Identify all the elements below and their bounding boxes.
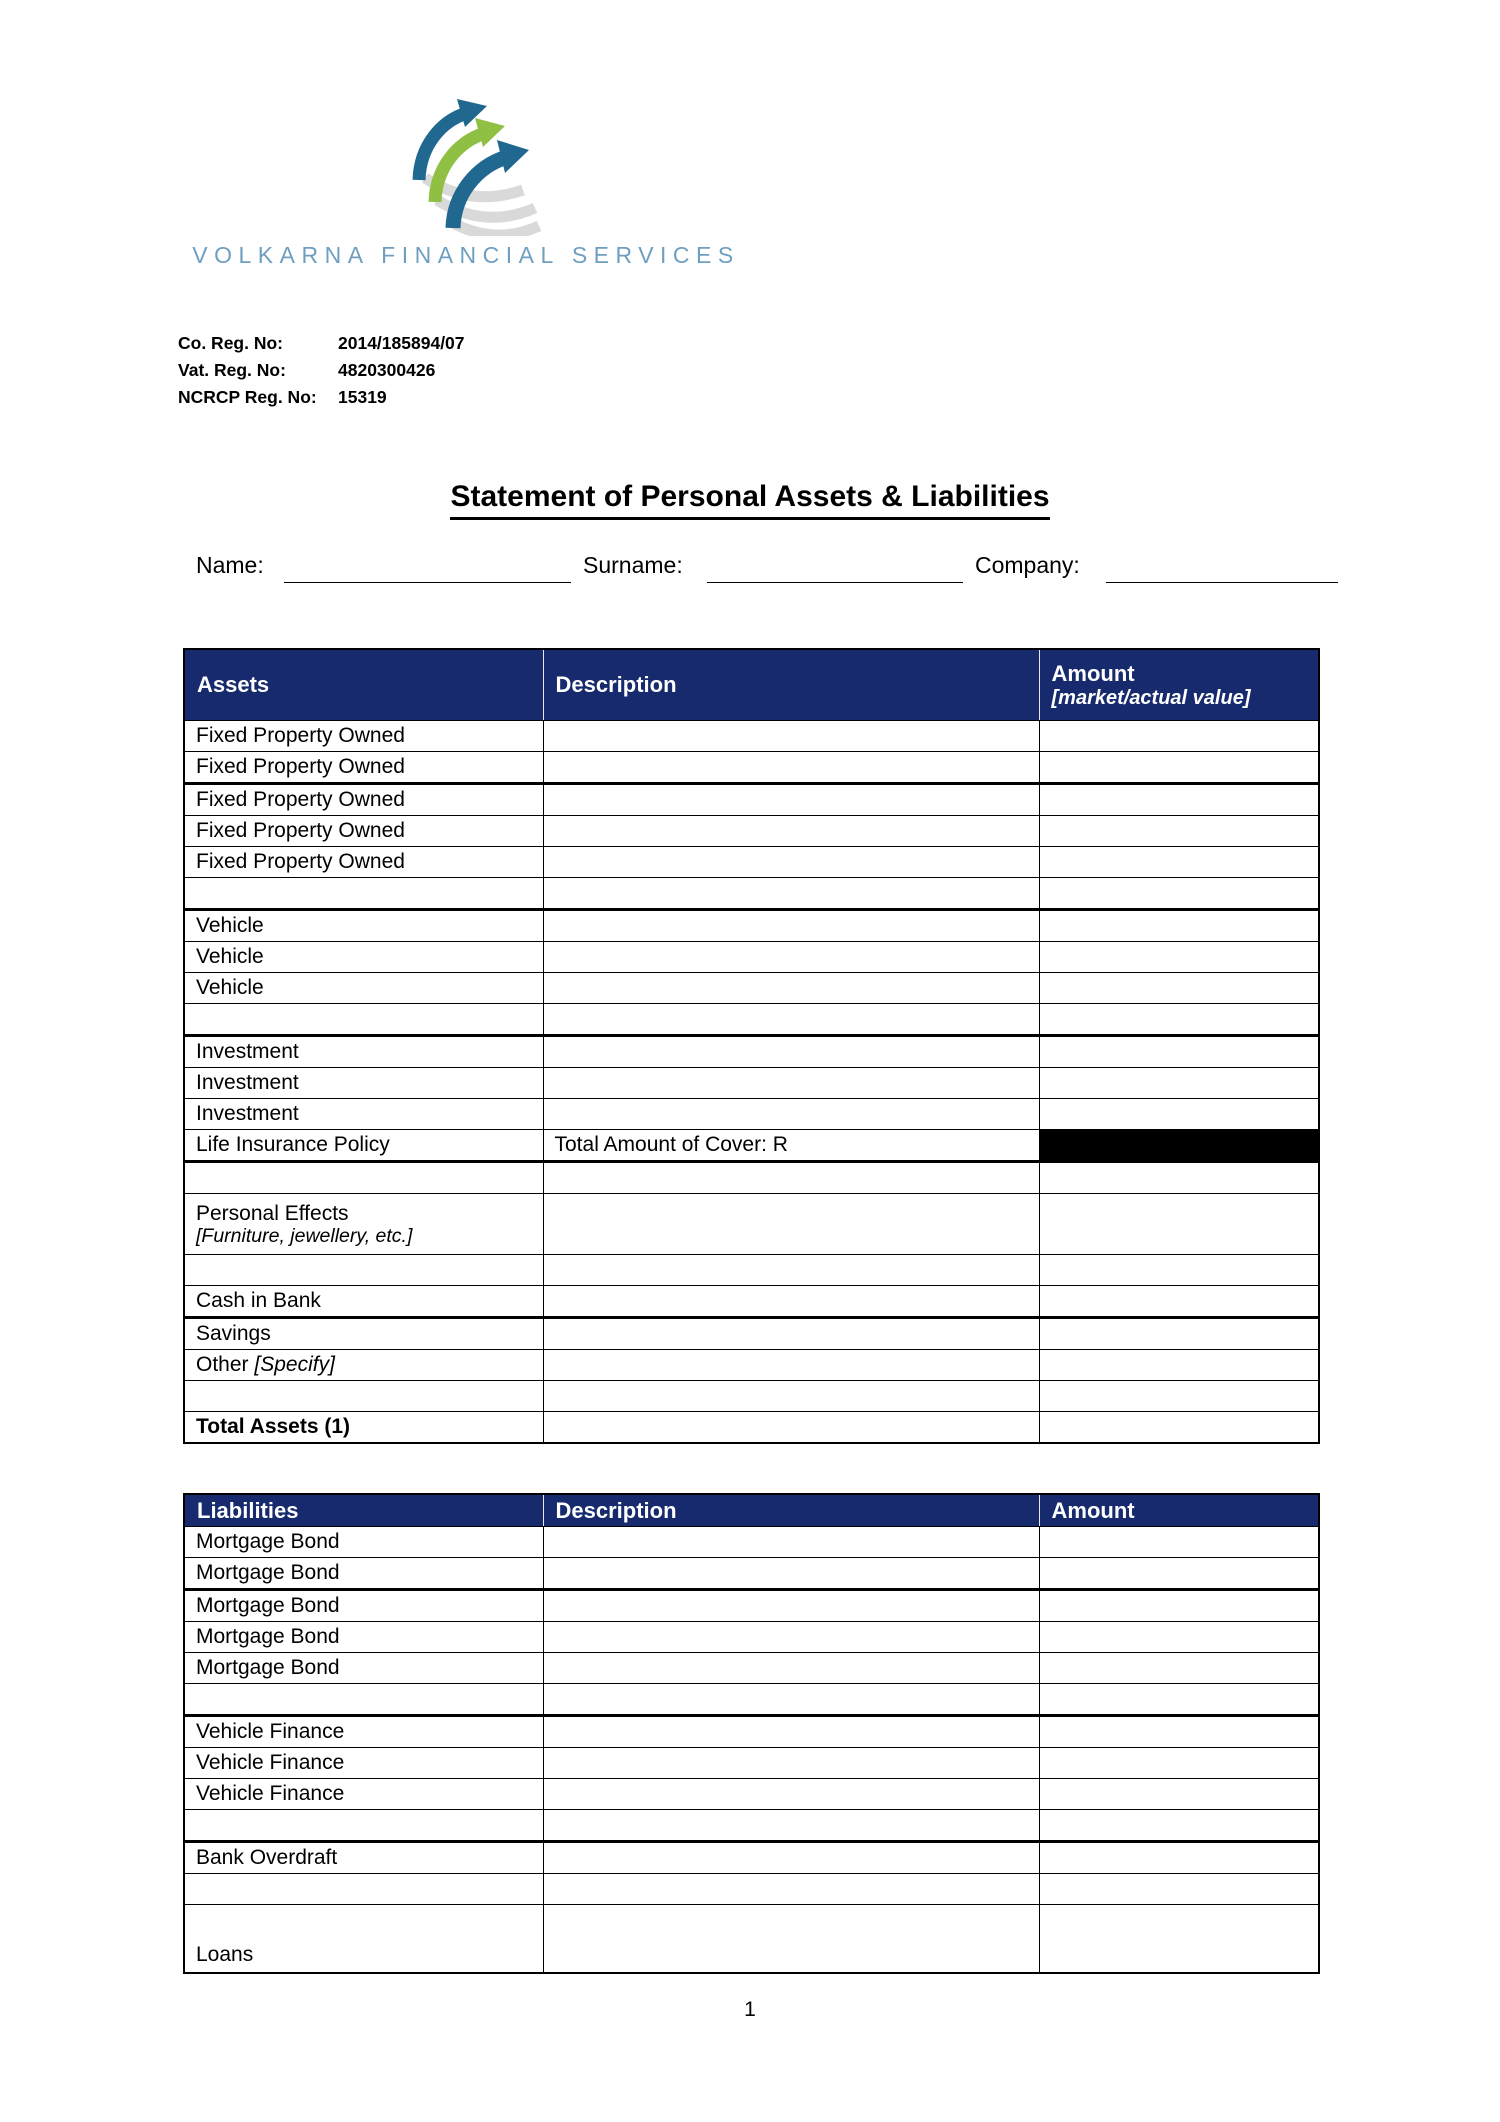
amount-header-label: Amount	[1051, 661, 1135, 686]
description-header-cell: Description	[543, 1494, 1039, 1527]
item-label-cell	[184, 1318, 543, 1350]
item-label-cell	[184, 1036, 543, 1068]
item-label-cell	[184, 784, 543, 816]
item-label: Fixed Property Owned	[196, 819, 405, 842]
item-sublabel: [Furniture, jewellery, etc.]	[196, 1225, 413, 1247]
description-cell	[543, 1590, 1039, 1622]
item-label-cell	[184, 1350, 543, 1381]
liabilities-table	[183, 1493, 1320, 1974]
liabilities-row	[184, 1590, 1319, 1622]
identity-row	[196, 552, 1356, 596]
item-label-cell	[184, 1194, 543, 1255]
vat-reg-value: 4820300426	[338, 360, 436, 380]
amount-cell	[1039, 752, 1319, 784]
item-note: [Specify]	[248, 1353, 335, 1376]
item-label-cell	[184, 721, 543, 752]
assets-row	[184, 973, 1319, 1004]
assets-row	[184, 1255, 1319, 1286]
liabilities-row	[184, 1810, 1319, 1842]
assets-header-cell: Assets	[184, 649, 543, 721]
description-cell	[543, 973, 1039, 1004]
description-cell	[543, 847, 1039, 878]
co-reg-row	[178, 330, 465, 357]
item-label: Vehicle	[196, 914, 264, 937]
liabilities-row	[184, 1622, 1319, 1653]
assets-row	[184, 1004, 1319, 1036]
amount-cell	[1039, 1350, 1319, 1381]
ncrcp-reg-row	[178, 384, 465, 411]
description-cell	[543, 1194, 1039, 1255]
item-label-cell	[184, 1779, 543, 1810]
item-label: Life Insurance Policy	[196, 1133, 390, 1156]
item-label-cell	[184, 1068, 543, 1099]
amount-cell	[1039, 1716, 1319, 1748]
item-label-cell	[184, 1381, 543, 1412]
item-label: Investment	[196, 1040, 299, 1063]
item-label: Personal Effects	[196, 1202, 349, 1225]
description-cell	[543, 1842, 1039, 1874]
item-label-cell	[184, 1412, 543, 1444]
item-label: Mortgage Bond	[196, 1625, 340, 1648]
surname-label: Surname:	[583, 552, 683, 578]
item-label: Mortgage Bond	[196, 1561, 340, 1584]
title-wrap	[0, 480, 1500, 520]
liabilities-row	[184, 1716, 1319, 1748]
assets-row	[184, 878, 1319, 910]
liabilities-row	[184, 1748, 1319, 1779]
amount-header-cell	[1039, 649, 1319, 721]
item-label-cell	[184, 1905, 543, 1974]
amount-cell	[1039, 1036, 1319, 1068]
amount-cell	[1039, 1779, 1319, 1810]
item-label-cell	[184, 1099, 543, 1130]
item-label: Vehicle Finance	[196, 1720, 345, 1743]
assets-row	[184, 1350, 1319, 1381]
amount-cell	[1039, 1905, 1319, 1974]
item-label: Savings	[196, 1322, 271, 1345]
assets-row	[184, 1099, 1319, 1130]
amount-cell	[1039, 1810, 1319, 1842]
item-label: Mortgage Bond	[196, 1656, 340, 1679]
amount-header-cell: Amount	[1039, 1494, 1319, 1527]
description-cell	[543, 1318, 1039, 1350]
description-cell	[543, 1716, 1039, 1748]
item-label-cell	[184, 1004, 543, 1036]
registration-block	[178, 330, 465, 411]
assets-row	[184, 721, 1319, 752]
item-label-cell	[184, 1162, 543, 1194]
vat-reg-row	[178, 357, 465, 384]
description-cell	[543, 1068, 1039, 1099]
item-label-cell	[184, 1590, 543, 1622]
name-input-line	[284, 582, 571, 583]
amount-cell	[1039, 1527, 1319, 1558]
amount-cell	[1039, 1099, 1319, 1130]
amount-cell	[1039, 1748, 1319, 1779]
assets-row	[184, 1286, 1319, 1318]
description-cell	[543, 1874, 1039, 1905]
item-label-cell	[184, 1874, 543, 1905]
amount-cell	[1039, 1653, 1319, 1684]
amount-cell	[1039, 973, 1319, 1004]
amount-cell	[1039, 1162, 1319, 1194]
amount-cell	[1039, 1068, 1319, 1099]
item-label-cell	[184, 847, 543, 878]
item-label: Fixed Property Owned	[196, 850, 405, 873]
item-label-cell	[184, 1653, 543, 1684]
description-cell	[543, 1527, 1039, 1558]
item-label-cell	[184, 910, 543, 942]
item-label: Cash in Bank	[196, 1289, 321, 1312]
item-label: Other	[196, 1353, 249, 1376]
description-cell	[543, 784, 1039, 816]
amount-cell	[1039, 1874, 1319, 1905]
liabilities-row	[184, 1558, 1319, 1590]
item-label-cell	[184, 1558, 543, 1590]
vat-reg-label: Vat. Reg. No:	[178, 360, 286, 380]
amount-cell	[1039, 1590, 1319, 1622]
description-cell	[543, 1748, 1039, 1779]
assets-row	[184, 1068, 1319, 1099]
item-label: Fixed Property Owned	[196, 788, 405, 811]
amount-cell	[1039, 1194, 1319, 1255]
surname-input-line	[707, 582, 963, 583]
item-label: Total Assets (1)	[196, 1415, 351, 1438]
description-cell	[543, 1684, 1039, 1716]
amount-cell	[1039, 1412, 1319, 1444]
item-label-cell	[184, 1748, 543, 1779]
item-label: Fixed Property Owned	[196, 755, 405, 778]
amount-cell	[1039, 1558, 1319, 1590]
liabilities-row	[184, 1842, 1319, 1874]
assets-header-row	[184, 649, 1319, 721]
item-label: Vehicle	[196, 945, 264, 968]
company-logo	[190, 96, 742, 269]
item-label-cell	[184, 1842, 543, 1874]
page-number: 1	[744, 1998, 756, 2021]
item-label-cell	[184, 816, 543, 847]
description-cell	[543, 1004, 1039, 1036]
assets-row	[184, 910, 1319, 942]
description-cell	[543, 942, 1039, 973]
item-label: Mortgage Bond	[196, 1594, 340, 1617]
assets-row	[184, 816, 1319, 847]
description-cell	[543, 910, 1039, 942]
item-label-cell	[184, 1684, 543, 1716]
assets-row	[184, 784, 1319, 816]
description-cell	[543, 1381, 1039, 1412]
description-cell	[543, 878, 1039, 910]
description-cell	[543, 816, 1039, 847]
assets-row	[184, 1318, 1319, 1350]
item-label-cell	[184, 973, 543, 1004]
amount-cell	[1039, 721, 1319, 752]
logo-wordmark: VOLKARNA FINANCIAL SERVICES	[192, 242, 740, 268]
liabilities-row	[184, 1779, 1319, 1810]
amount-cell	[1039, 1622, 1319, 1653]
assets-row	[184, 1036, 1319, 1068]
description-cell	[543, 1810, 1039, 1842]
amount-cell	[1039, 1255, 1319, 1286]
co-reg-value: 2014/185894/07	[338, 333, 465, 353]
liabilities-header-row	[184, 1494, 1319, 1527]
liabilities-row	[184, 1527, 1319, 1558]
name-label: Name:	[196, 552, 264, 578]
amount-cell	[1039, 878, 1319, 910]
amount-cell	[1039, 1318, 1319, 1350]
description-cell	[543, 1255, 1039, 1286]
item-label: Investment	[196, 1102, 299, 1125]
item-label-cell	[184, 1286, 543, 1318]
description-cell: Total Amount of Cover: R	[543, 1130, 1039, 1162]
description-cell	[543, 1286, 1039, 1318]
amount-cell	[1039, 1684, 1319, 1716]
description-cell	[543, 1350, 1039, 1381]
item-label-cell	[184, 1810, 543, 1842]
assets-row	[184, 1162, 1319, 1194]
assets-row	[184, 1130, 1319, 1162]
co-reg-label: Co. Reg. No:	[178, 333, 283, 353]
liabilities-row	[184, 1653, 1319, 1684]
description-cell	[543, 1558, 1039, 1590]
item-label-cell	[184, 878, 543, 910]
description-cell	[543, 752, 1039, 784]
description-cell	[543, 1162, 1039, 1194]
amount-cell	[1039, 1004, 1319, 1036]
assets-row	[184, 1381, 1319, 1412]
amount-cell	[1039, 1130, 1319, 1162]
item-label-cell	[184, 1527, 543, 1558]
amount-cell	[1039, 1381, 1319, 1412]
item-label-cell	[184, 1622, 543, 1653]
item-label: Mortgage Bond	[196, 1530, 340, 1553]
item-label-cell	[184, 942, 543, 973]
amount-cell	[1039, 942, 1319, 973]
logo-arrows-icon	[391, 96, 541, 236]
item-label: Loans	[196, 1943, 254, 1966]
description-header-cell: Description	[543, 649, 1039, 721]
amount-cell	[1039, 1842, 1319, 1874]
assets-row	[184, 1194, 1319, 1255]
description-cell	[543, 1653, 1039, 1684]
assets-row	[184, 942, 1319, 973]
item-label-cell	[184, 1130, 543, 1162]
ncrcp-reg-label: NCRCP Reg. No:	[178, 387, 317, 407]
amount-cell	[1039, 1286, 1319, 1318]
description-cell	[543, 1036, 1039, 1068]
company-input-line	[1106, 582, 1338, 583]
description-cell	[543, 1622, 1039, 1653]
amount-header-sublabel: [market/actual value]	[1051, 687, 1251, 709]
item-label: Vehicle Finance	[196, 1751, 345, 1774]
description-cell	[543, 1099, 1039, 1130]
liabilities-row	[184, 1874, 1319, 1905]
item-label: Investment	[196, 1071, 299, 1094]
item-label-cell	[184, 752, 543, 784]
item-label: Fixed Property Owned	[196, 724, 405, 747]
liabilities-row	[184, 1684, 1319, 1716]
ncrcp-reg-value: 15319	[338, 387, 387, 407]
description-cell	[543, 1412, 1039, 1444]
description-cell	[543, 721, 1039, 752]
liabilities-row	[184, 1905, 1319, 1974]
document-title: Statement of Personal Assets & Liabilities	[450, 480, 1049, 520]
company-label: Company:	[975, 552, 1080, 578]
liabilities-header-cell: Liabilities	[184, 1494, 543, 1527]
item-label: Vehicle Finance	[196, 1782, 345, 1805]
amount-cell	[1039, 816, 1319, 847]
item-label-cell	[184, 1255, 543, 1286]
item-label: Vehicle	[196, 976, 264, 999]
assets-row	[184, 847, 1319, 878]
assets-row	[184, 1412, 1319, 1444]
amount-cell	[1039, 847, 1319, 878]
item-label-cell	[184, 1716, 543, 1748]
item-label: Bank Overdraft	[196, 1846, 338, 1869]
assets-row	[184, 752, 1319, 784]
amount-cell	[1039, 784, 1319, 816]
description-cell	[543, 1779, 1039, 1810]
assets-table	[183, 648, 1320, 1444]
amount-cell	[1039, 910, 1319, 942]
description-cell	[543, 1905, 1039, 1974]
